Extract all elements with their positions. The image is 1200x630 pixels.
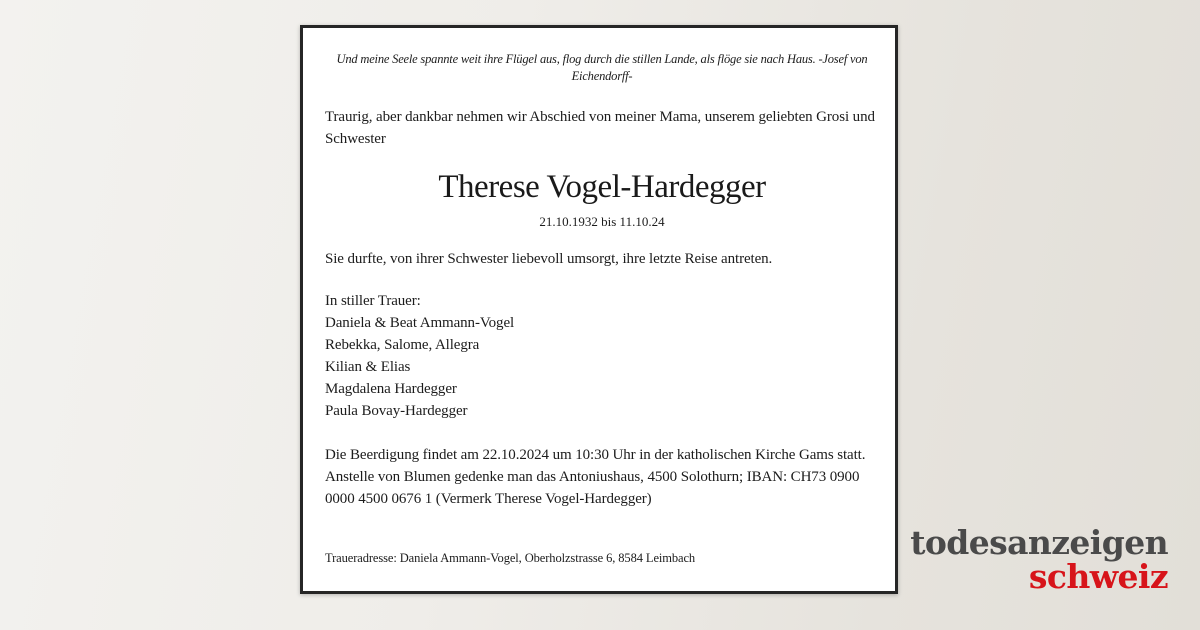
intro-text: Traurig, aber dankbar nehmen wir Abschied von meiner Mama, unserem geliebten Grosi und Schwester <box>325 109 875 147</box>
mourner-name: Paula Bovay-Hardegger <box>325 403 468 419</box>
mourner-name: Magdalena Hardegger <box>325 381 457 397</box>
obituary-card <box>300 25 898 594</box>
mourner-name: Daniela & Beat Ammann-Vogel <box>325 315 515 331</box>
life-dates: 21.10.1932 bis 11.10.24 <box>539 214 665 229</box>
farewell-text: Sie durfte, von ihrer Schwester liebevoll umsorgt, ihre letzte Reise antreten. <box>325 251 773 267</box>
donation-details: Anstelle von Blumen gedenke man das Antoniushaus, 4500 Solothurn; IBAN: CH73 0900 0000 4500 0676 1 (Vermerk Therese Vogel-Hardegger) <box>325 469 860 507</box>
mourning-address: Traueradresse: Daniela Ammann-Vogel, Oberholzstrasse 6, 8584 Leimbach <box>325 551 696 565</box>
logo-line-schweiz: schweiz <box>1028 557 1168 596</box>
logo-line-todesanzeigen: todesanzeigen <box>910 523 1168 562</box>
mourners-heading: In stiller Trauer: <box>325 293 421 309</box>
mourner-name: Rebekka, Salome, Allegra <box>325 337 480 353</box>
deceased-name: Therese Vogel-Hardegger <box>438 169 766 205</box>
funeral-info <box>325 444 875 510</box>
funeral-details: Die Beerdigung findet am 22.10.2024 um 10:30 Uhr in der katholischen Kirche Gams statt. <box>325 447 866 463</box>
mourners-list <box>325 290 875 422</box>
epigraph-quote: Und meine Seele spannte weit ihre Flügel aus, flog durch die stillen Lande, als flöge sie nach Haus. -Josef von Eichendorff- <box>336 52 868 83</box>
brand-logo[interactable] <box>910 523 1168 596</box>
mourner-name: Kilian & Elias <box>325 359 411 375</box>
